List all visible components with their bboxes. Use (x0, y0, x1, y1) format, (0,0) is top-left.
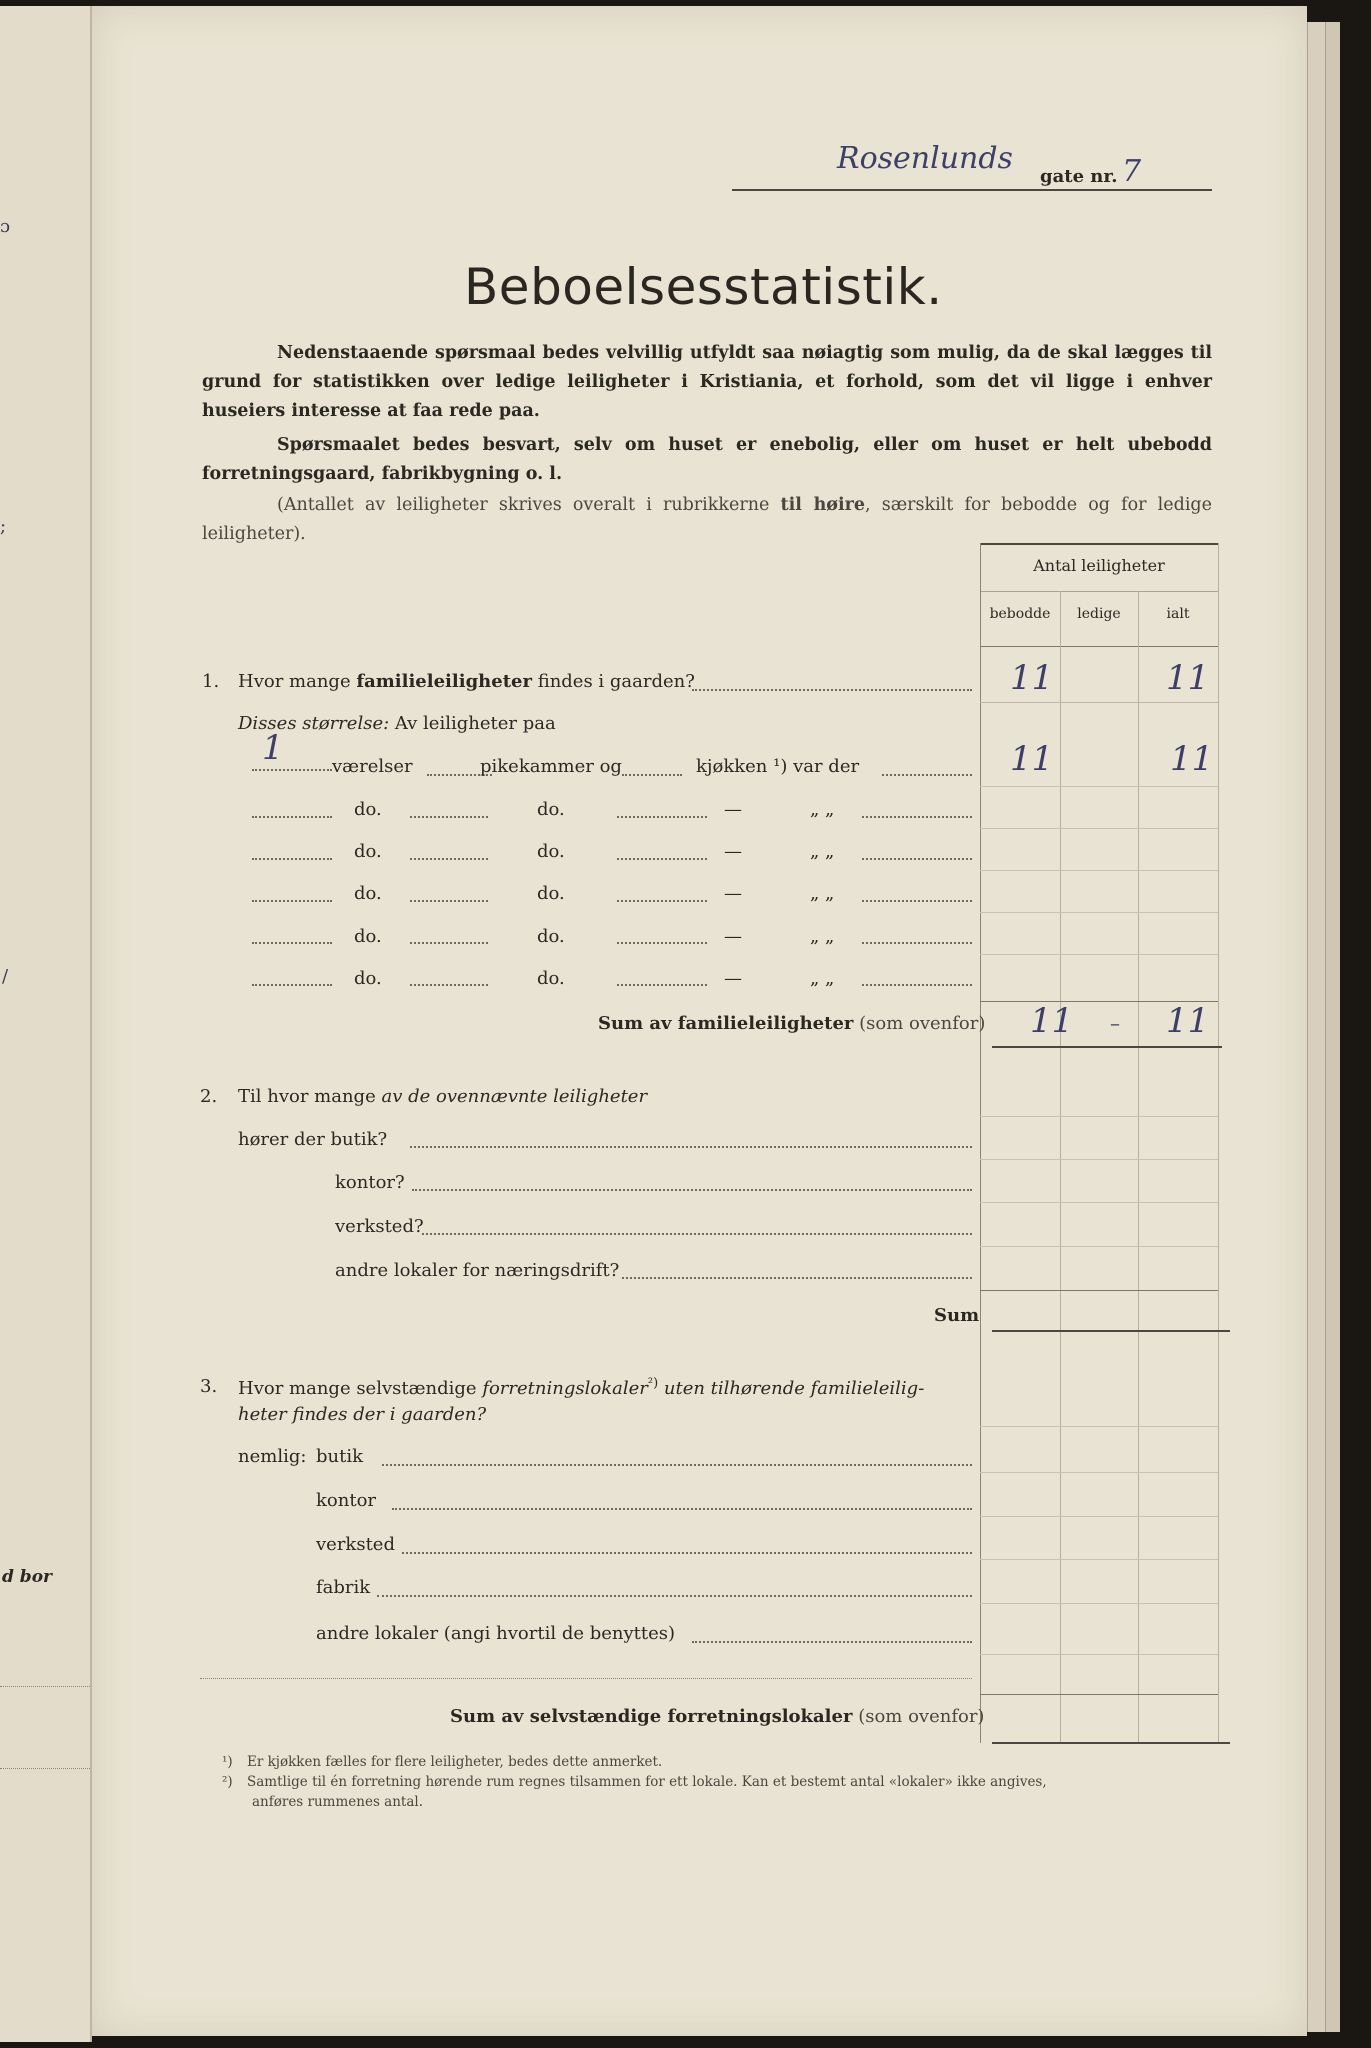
dot-leader (422, 1233, 972, 1235)
q3-line1-italic2: uten tilhørende familieleilig- (663, 1378, 925, 1399)
kitchen-field (617, 858, 707, 860)
pike-field (410, 942, 488, 944)
intro-p3-pre: (Antallet av leiligheter skrives overalt i rubrikkerne (277, 495, 770, 515)
row1-answer-bebodde: 11 (1010, 739, 1054, 779)
intro-p3-post: , særskilt for bebodde og for ledige leiligheter). (202, 495, 1212, 544)
street-name-handwritten: Rosenlunds (837, 141, 1013, 176)
q1-answer-ialt: 11 (1166, 658, 1210, 698)
ditto-kjok: — (724, 883, 742, 904)
page-stack (1325, 22, 1340, 2032)
col-head-ialt: ialt (1166, 606, 1190, 622)
row1-answer-ialt: 11 (1170, 739, 1214, 779)
footnote-1-mark: ¹) (222, 1754, 233, 1770)
dot-leader (692, 689, 972, 691)
ditto-pike: do. (537, 926, 565, 947)
pike-field (410, 900, 488, 902)
table-row-rule (980, 1654, 1218, 1655)
q2-number: 2. (200, 1086, 218, 1107)
rooms-field (252, 900, 332, 902)
table-row-rule (980, 1559, 1218, 1560)
q3-item-andre: andre lokaler (angi hvortil de benyttes) (316, 1623, 676, 1644)
q3-sum-label (450, 1706, 984, 1727)
q3-line1 (238, 1376, 978, 1399)
q3-item-butik: butik (316, 1446, 364, 1467)
divider (200, 1678, 972, 1679)
dot-leader (862, 816, 972, 818)
footnote-2-text: Samtlige til én forretning hørende rum regnes tilsammen for ett lokale. Kan et bestemt antal «lokaler» ikke angives, (246, 1774, 1047, 1790)
adjacent-page (0, 6, 92, 2042)
q1-number: 1. (202, 671, 220, 692)
rooms-field (252, 858, 332, 860)
q3-sum-bold: Sum av selvstændige forretningslokaler (450, 1706, 853, 1727)
left-margin-text: d bor (2, 1567, 52, 1587)
q2-italic: av de ovennævnte leiligheter (381, 1086, 648, 1107)
ditto-pike: do. (537, 883, 565, 904)
q1-size-intro (238, 713, 556, 734)
ditto-kjok: — (724, 799, 742, 820)
table-row-rule (980, 870, 1218, 871)
q1-sum-bold: Sum av familieleiligheter (598, 1013, 854, 1034)
footnote-2-mark: ²) (222, 1774, 233, 1790)
table-row-rule (980, 1603, 1218, 1604)
table-top-rule (980, 543, 1218, 545)
intro-paragraph-3 (202, 491, 1212, 549)
q1-sum-rest: (som ovenfor) (859, 1013, 986, 1034)
row1-kjok: kjøkken ¹) var der (696, 756, 860, 777)
kitchen-field (617, 942, 707, 944)
q1-sum-ledige: – (1110, 1011, 1120, 1035)
footnote-1-text: Er kjøkken fælles for flere leiligheter, bedes dette anmerket. (246, 1754, 663, 1770)
table-row-rule (980, 1426, 1218, 1427)
sum-rule (992, 1330, 1230, 1332)
rooms-field (252, 984, 332, 986)
table-row-rule (980, 912, 1218, 913)
dot-leader (622, 1277, 972, 1279)
table-row-rule (980, 1246, 1218, 1247)
q3-number: 3. (200, 1376, 218, 1397)
table-row-rule (980, 1290, 1218, 1291)
row1-pike: pikekammer og (480, 756, 622, 777)
q1-sum-bebodde: 11 (1030, 1001, 1074, 1041)
dot-leader (862, 900, 972, 902)
census-form-page (92, 6, 1307, 2036)
ditto-vaer: do. (354, 799, 382, 820)
dot-leader (410, 1146, 972, 1148)
ditto-pike: do. (537, 799, 565, 820)
q1-pre: Hvor mange (238, 671, 351, 692)
street-number-handwritten: 7 (1122, 154, 1142, 189)
table-row-rule (980, 1516, 1218, 1517)
q3-nemlig: nemlig: (238, 1446, 307, 1467)
q2-pre: Til hvor mange (238, 1086, 376, 1107)
ditto-kjok: — (724, 841, 742, 862)
ditto-vaer: do. (354, 841, 382, 862)
footnote-2-cont: anføres rummenes antal. (252, 1794, 423, 1810)
dot-leader (392, 1508, 972, 1510)
q1-sum-label (598, 1013, 985, 1034)
q3-item-fabrik: fabrik (316, 1577, 371, 1598)
table-row-rule (980, 954, 1218, 955)
footnote-1 (222, 1754, 662, 1770)
intro-p3-bold: til høire (780, 495, 865, 515)
q2-item-andre: andre lokaler for næringsdrift? (335, 1260, 620, 1281)
dot-leader (412, 1189, 972, 1191)
kitchen-field (617, 900, 707, 902)
dot-leader (862, 858, 972, 860)
ditto-pike: do. (537, 841, 565, 862)
sum-rule (992, 1742, 1230, 1744)
table-header-rule (980, 591, 1218, 592)
ditto-marks: „ „ (810, 799, 835, 820)
q1-text (238, 671, 695, 692)
kitchen-field (617, 816, 707, 818)
dot-leader (882, 774, 972, 776)
kitchen-field (622, 774, 682, 776)
col-head-bebodde: bebodde (989, 606, 1051, 622)
q3-line1-italic: forretningslokaler (482, 1378, 648, 1399)
table-col-line (1138, 591, 1139, 1743)
ditto-kjok: — (724, 968, 742, 989)
ditto-vaer: do. (354, 883, 382, 904)
table-row-rule (980, 786, 1218, 787)
q1-answer-bebodde: 11 (1010, 658, 1054, 698)
divider (0, 1686, 90, 1687)
page-stack (1307, 22, 1326, 2032)
edge-mark: ɔ (0, 216, 11, 237)
q1-post: findes i gaarden? (537, 671, 695, 692)
q3-item-kontor: kontor (316, 1490, 377, 1511)
q3-line2: heter findes der i gaarden? (238, 1404, 487, 1425)
dot-leader (377, 1595, 972, 1597)
edge-mark: / (2, 966, 9, 987)
q3-sum-rest: (som ovenfor) (858, 1706, 985, 1727)
table-col-line (1060, 591, 1061, 1743)
dot-leader (382, 1464, 972, 1466)
street-underline (732, 189, 1212, 191)
ditto-kjok: — (724, 926, 742, 947)
divider (0, 1768, 90, 1769)
q2-item-kontor: kontor? (335, 1172, 405, 1193)
sum-rule (992, 1046, 1222, 1048)
ditto-marks: „ „ (810, 926, 835, 947)
q3-line1-pre: Hvor mange selvstændige (238, 1378, 477, 1399)
dot-leader (862, 984, 972, 986)
q1-size-italic: Disses størrelse: (238, 713, 390, 734)
q2-sum-label: Sum (934, 1305, 980, 1326)
row1-vaer: værelser (332, 756, 413, 777)
q2-text (238, 1086, 647, 1107)
rooms-field (252, 816, 332, 818)
pike-field (410, 858, 488, 860)
rooms-field (252, 769, 332, 771)
col-head-ledige: ledige (1077, 606, 1121, 622)
ditto-marks: „ „ (810, 968, 835, 989)
intro-paragraph-2: Spørsmaalet bedes besvart, selv om huset er enebolig, eller om huset er helt ubebodd forretningsgaard, fabrikbygning o. l. (202, 435, 1212, 484)
edge-mark: ; (0, 516, 7, 537)
pike-field (410, 984, 488, 986)
table-row-rule (980, 1472, 1218, 1473)
q1-size-rest: Av leiligheter paa (394, 713, 556, 734)
ditto-marks: „ „ (810, 883, 835, 904)
ditto-marks: „ „ (810, 841, 835, 862)
table-header-bottom-rule (980, 646, 1218, 647)
intro-paragraph-1: Nedenstaaende spørsmaal bedes velvillig utfyldt saa nøiagtig som mulig, da de skal lægges til grund for statistikken over ledige leiligheter i Kristiania, et forhold, som det vil ligge i enhver huseiers interesse at faa rede paa. (202, 343, 1212, 421)
q3-item-verksted: verksted (316, 1534, 395, 1555)
gate-label: gate nr. (1040, 166, 1118, 187)
table-row-rule (980, 1694, 1218, 1695)
q2-item-butik: hører der butik? (238, 1129, 388, 1150)
q1-bold: familieleiligheter (356, 671, 532, 692)
table-row-rule (980, 828, 1218, 829)
table-row-rule (980, 1202, 1218, 1203)
table-row-rule (980, 1116, 1218, 1117)
ditto-vaer: do. (354, 968, 382, 989)
table-col-line (1218, 543, 1219, 1743)
page-title: Beboelsesstatistik. (464, 258, 943, 316)
rooms-field (252, 942, 332, 944)
ditto-pike: do. (537, 968, 565, 989)
q1-sum-ialt: 11 (1166, 1001, 1210, 1041)
pike-field (410, 816, 488, 818)
footnote-2 (222, 1774, 1222, 1790)
table-row-rule (980, 1159, 1218, 1160)
table-title: Antal leiligheter (1033, 556, 1165, 575)
kitchen-field (617, 984, 707, 986)
ditto-vaer: do. (354, 926, 382, 947)
dot-leader (692, 1641, 972, 1643)
dot-leader (402, 1552, 972, 1554)
rooms-handwritten: 1 (262, 728, 284, 768)
dot-leader (862, 942, 972, 944)
table-col-line (980, 543, 981, 1743)
q3-footnote-ref: ²) (647, 1376, 659, 1391)
q2-item-verksted: verksted? (335, 1216, 424, 1237)
table-row-rule (980, 702, 1218, 703)
